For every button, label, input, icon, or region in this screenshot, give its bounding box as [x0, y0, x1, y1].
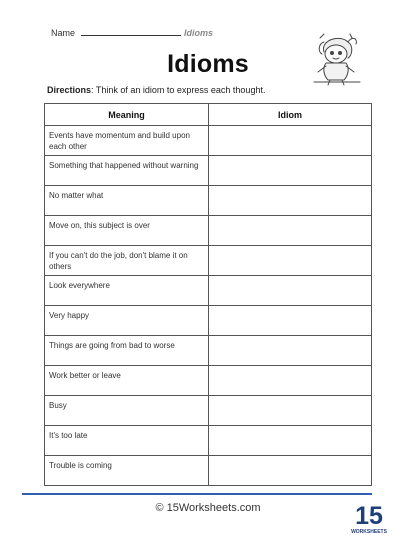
- idiom-answer-cell[interactable]: [209, 456, 372, 486]
- name-label: Name: [51, 28, 76, 38]
- idiom-answer-cell[interactable]: [209, 336, 372, 366]
- cartoon-character-icon: [310, 30, 364, 86]
- footer-divider: [22, 493, 372, 495]
- directions: [47, 85, 265, 95]
- meaning-cell: It's too late: [45, 426, 209, 456]
- meaning-cell: Look everywhere: [45, 276, 209, 306]
- idiom-answer-cell[interactable]: [209, 126, 372, 156]
- footer-copyright: © 15Worksheets.com: [155, 502, 261, 514]
- meaning-cell: Events have momentum and build upon each other: [45, 126, 209, 156]
- table-row: [45, 336, 372, 366]
- meaning-cell: Move on, this subject is over: [45, 216, 209, 246]
- idiom-answer-cell[interactable]: [209, 366, 372, 396]
- meaning-cell: Things are going from bad to worse: [45, 336, 209, 366]
- idiom-answer-cell[interactable]: [209, 396, 372, 426]
- header-idiom: Idiom: [209, 104, 372, 126]
- directions-text: : Think of an idiom to express each thought.: [91, 85, 266, 95]
- meaning-cell: Trouble is coming: [45, 456, 209, 486]
- idiom-answer-cell[interactable]: [209, 216, 372, 246]
- table-row: [45, 156, 372, 186]
- table-row: [45, 366, 372, 396]
- idiom-answer-cell[interactable]: [209, 276, 372, 306]
- table-row: [45, 126, 372, 156]
- logo-number: 15: [355, 502, 383, 530]
- table-row: [45, 216, 372, 246]
- table-row: [45, 306, 372, 336]
- table-header-row: [45, 104, 372, 126]
- name-line[interactable]: [81, 35, 181, 36]
- idiom-answer-cell[interactable]: [209, 306, 372, 336]
- meaning-cell: Work better or leave: [45, 366, 209, 396]
- directions-label: Directions: [47, 85, 92, 95]
- meaning-cell: Busy: [45, 396, 209, 426]
- table-row: [45, 276, 372, 306]
- logo-word: WORKSHEETS: [351, 529, 387, 535]
- name-row: [51, 24, 213, 38]
- meaning-cell: Something that happened without warning: [45, 156, 209, 186]
- page-title: Idioms: [167, 50, 249, 78]
- meaning-cell: Very happy: [45, 306, 209, 336]
- table-row: [45, 396, 372, 426]
- topic-label: Idioms: [184, 28, 214, 38]
- table-row: [45, 426, 372, 456]
- idiom-answer-cell[interactable]: [209, 156, 372, 186]
- idiom-answer-cell[interactable]: [209, 246, 372, 276]
- table-row: [45, 186, 372, 216]
- worksheets-logo-icon: [350, 498, 388, 536]
- idiom-answer-cell[interactable]: [209, 426, 372, 456]
- meaning-cell: No matter what: [45, 186, 209, 216]
- header-meaning: Meaning: [45, 104, 209, 126]
- table-row: [45, 246, 372, 276]
- meaning-cell: If you can't do the job, don't blame it on others: [45, 246, 209, 276]
- idiom-answer-cell[interactable]: [209, 186, 372, 216]
- table-row: [45, 456, 372, 486]
- idioms-table: [44, 103, 372, 486]
